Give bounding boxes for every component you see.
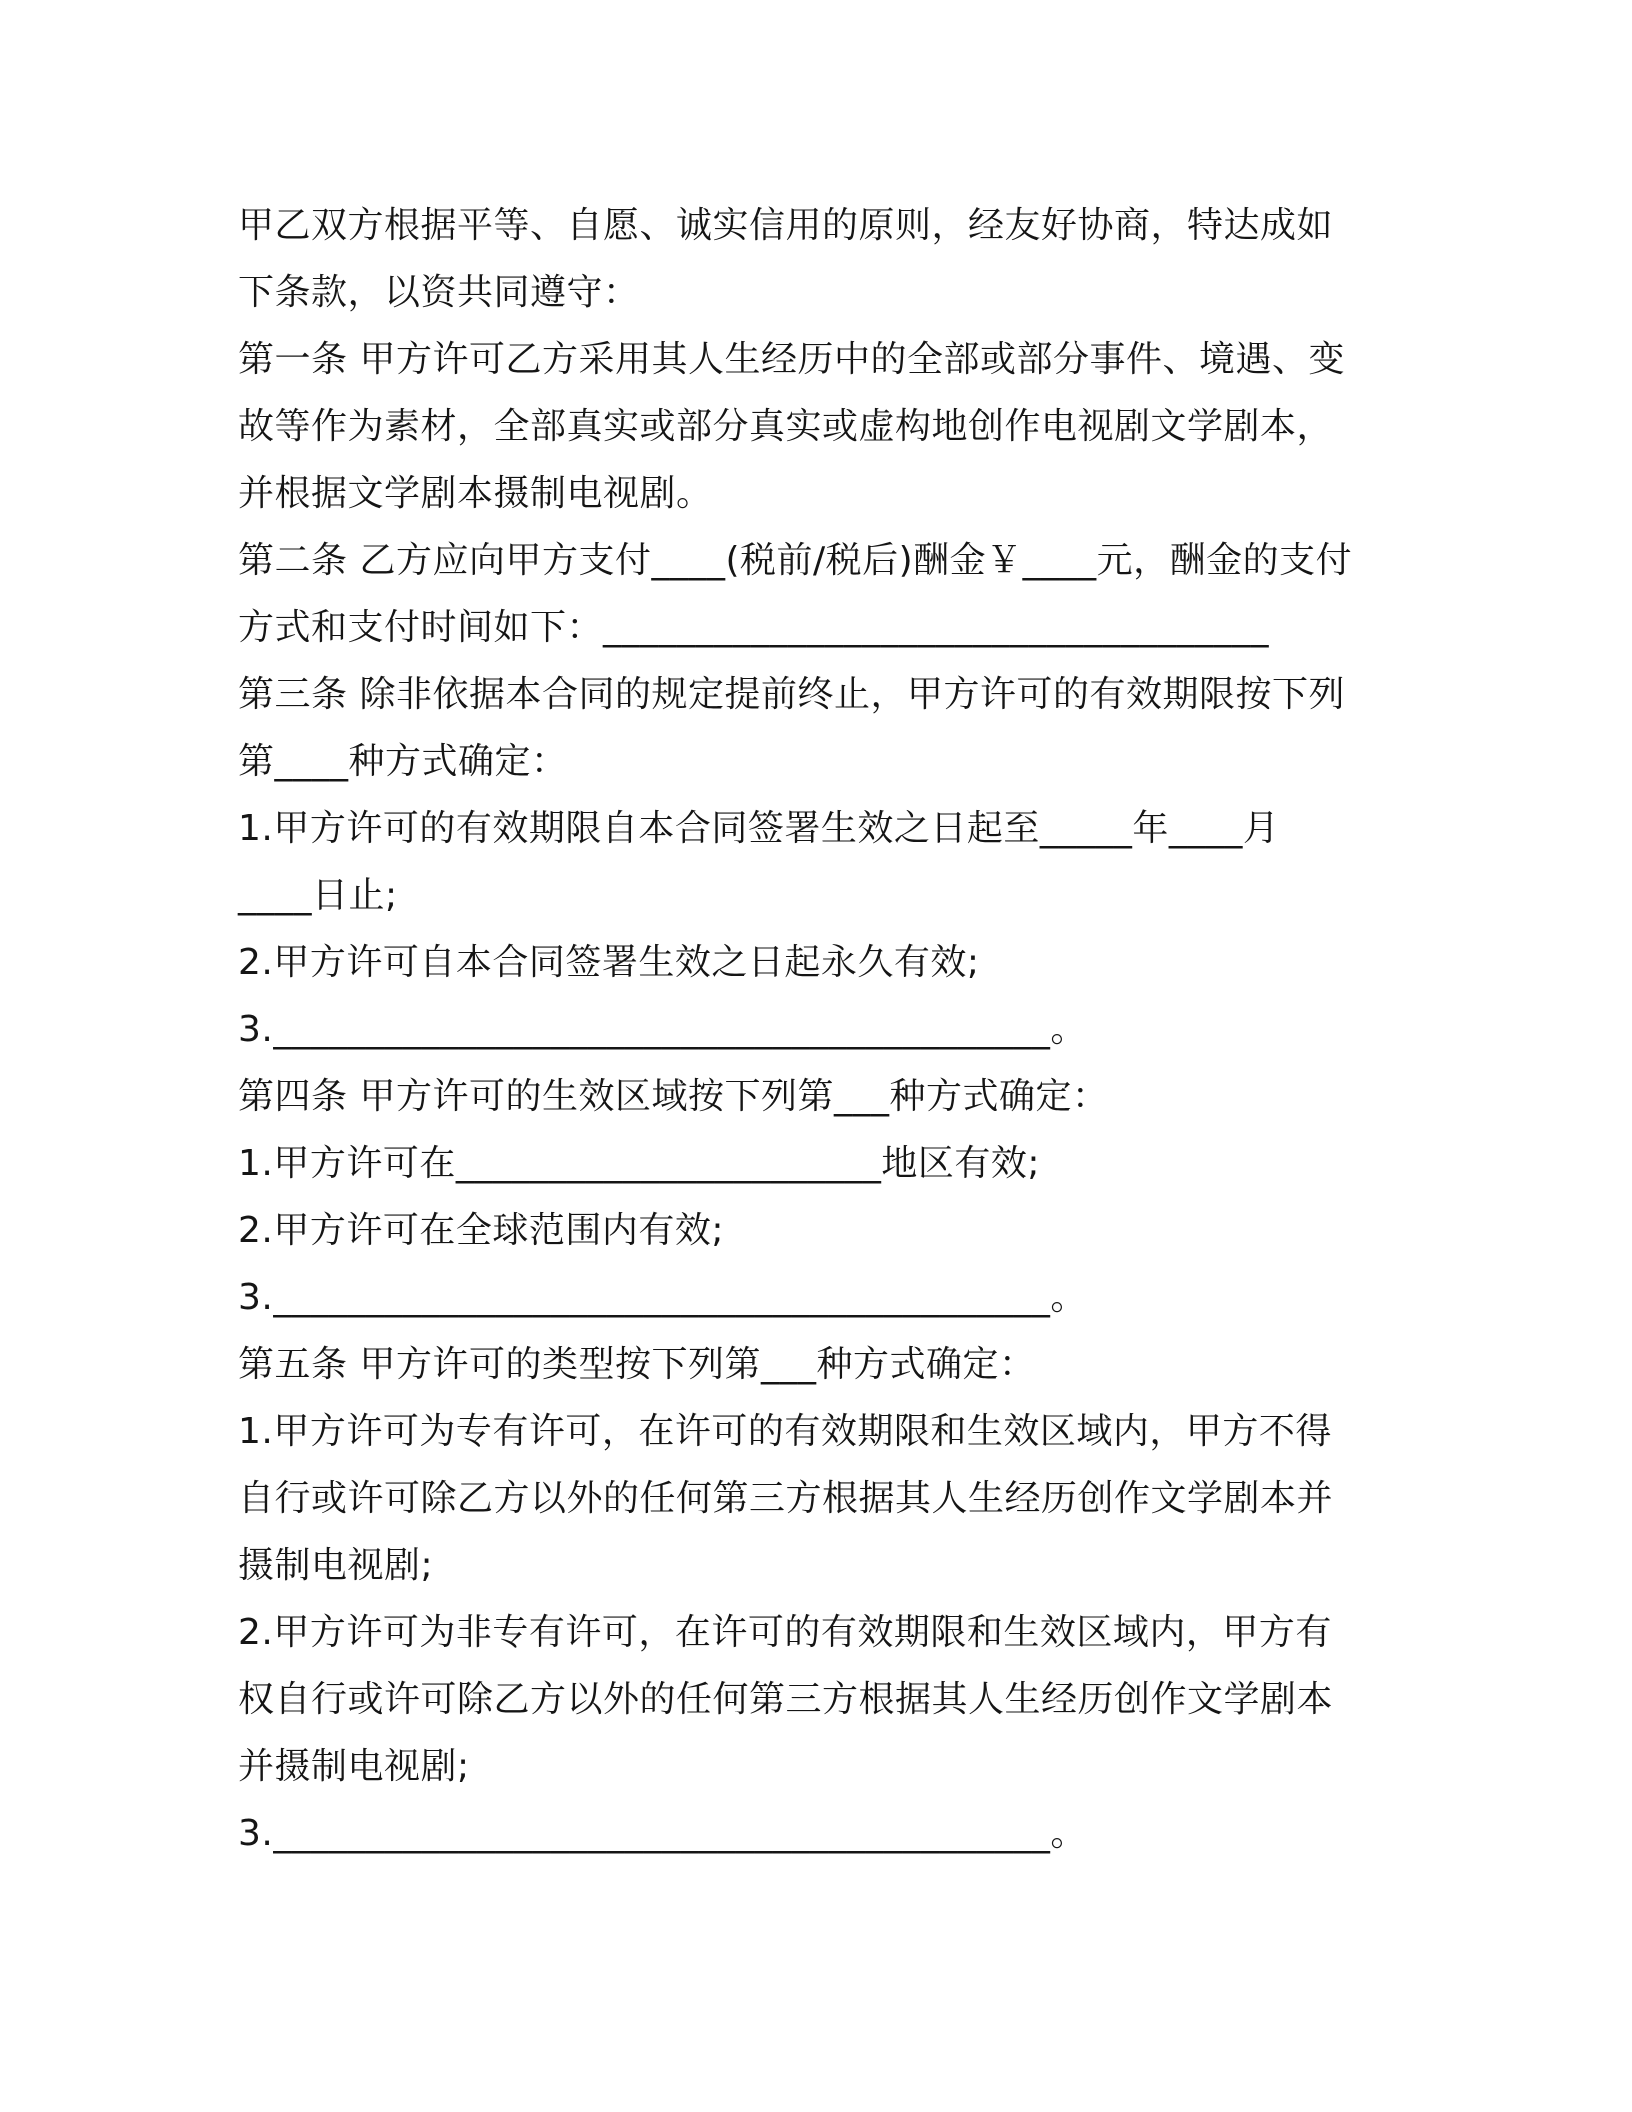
text-line: 下条款，以资共同遵守： [238,272,640,313]
text-line: 甲乙双方根据平等、自愿、诚实信用的原则，经友好协商，特达成如 [238,205,1334,246]
text-line: 并根据文学剧本摄制电视剧。 [238,473,713,514]
text-line: 故等作为素材，全部真实或部分真实或虚构地创作电视剧文学剧本， [238,406,1334,447]
option-line: 3.__________________________________________。 [238,1009,1087,1050]
option-line: 1.甲方许可在_______________________地区有效; [238,1143,1040,1184]
option-line: 3.__________________________________________。 [238,1813,1087,1854]
option-line: 1.甲方许可的有效期限自本合同签署生效之日起至_____年____月 [238,808,1280,849]
text-line: 摄制电视剧; [238,1545,434,1586]
text-line: 第____种方式确定： [238,741,568,782]
article-3-line: 第三条 除非依据本合同的规定提前终止，甲方许可的有效期限按下列 [238,674,1345,715]
article-1-line: 第一条 甲方许可乙方采用其人生经历中的全部或部分事件、境遇、变 [238,339,1345,380]
option-line: 1.甲方许可为专有许可，在许可的有效期限和生效区域内，甲方不得 [238,1411,1332,1452]
option-line: 3.__________________________________________。 [238,1277,1087,1318]
article-4-line: 第四条 甲方许可的生效区域按下列第___种方式确定： [238,1076,1109,1117]
text-line: 方式和支付时间如下：____________________________________ [238,607,1270,648]
document-body [238,192,1398,1867]
text-line: 并摄制电视剧; [238,1746,470,1787]
article-5-line: 第五条 甲方许可的类型按下列第___种方式确定： [238,1344,1036,1385]
option-line: 2.甲方许可自本合同签署生效之日起永久有效; [238,942,980,983]
text-line: 权自行或许可除乙方以外的任何第三方根据其人生经历创作文学剧本 [238,1679,1334,1720]
text-line: ____日止; [238,875,398,916]
option-line: 2.甲方许可为非专有许可，在许可的有效期限和生效区域内，甲方有 [238,1612,1332,1653]
article-2-line: 第二条 乙方应向甲方支付____(税前/税后)酬金￥____元，酬金的支付 [238,540,1353,581]
option-line: 2.甲方许可在全球范围内有效; [238,1210,724,1251]
text-line: 自行或许可除乙方以外的任何第三方根据其人生经历创作文学剧本并 [238,1478,1334,1519]
